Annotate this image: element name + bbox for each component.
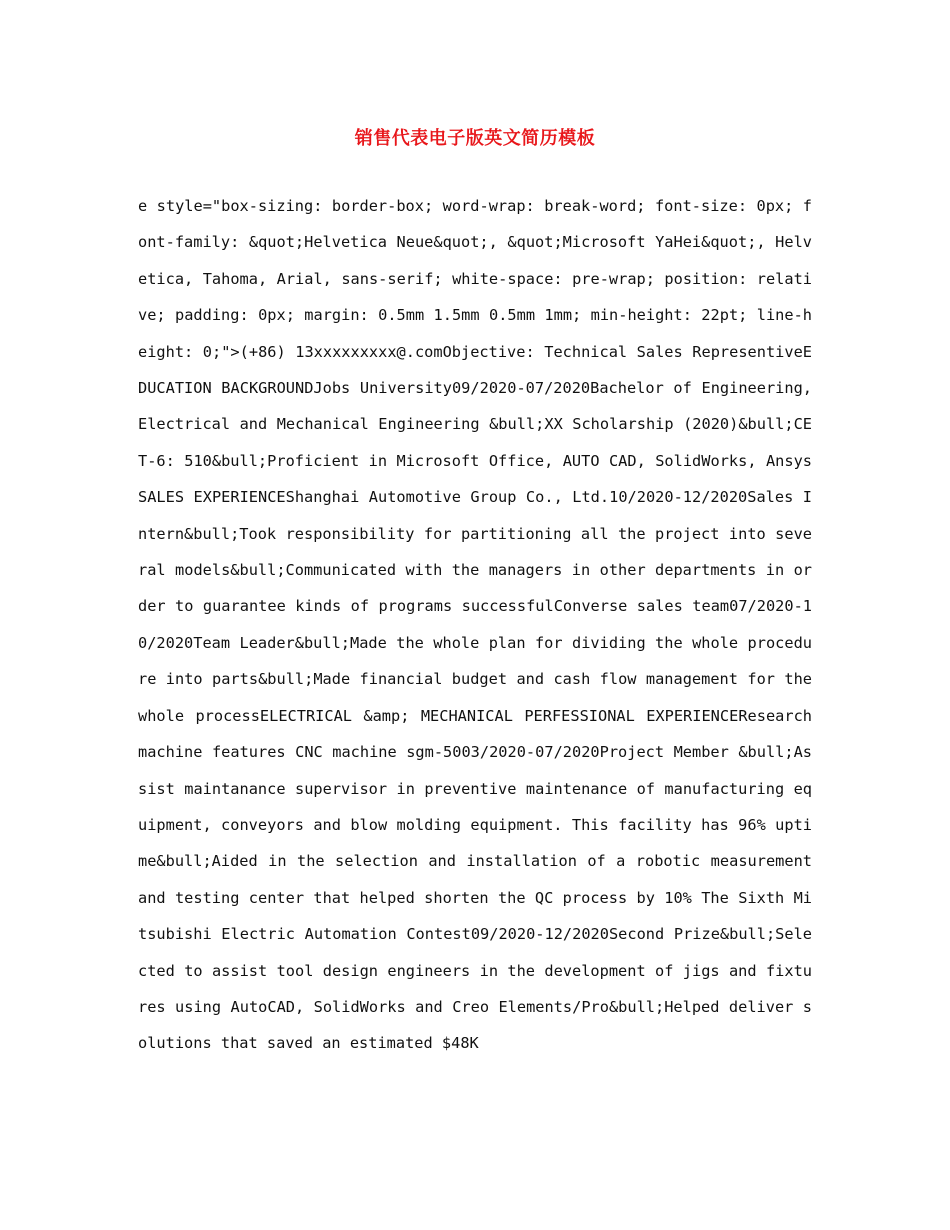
document-body-text: e style="box-sizing: border-box; word-wrap: break-word; font-size: 0px; font-family: &quot;Helvetica Neue&quot;, &quot;Microsoft YaHei&quot;, Helvetica, Tahoma, Arial, sans-serif; white-space: pre-wrap; position: relative; padding: 0px; margin: 0.5mm 1.5mm 0.5mm 1mm; min-height: 22pt; line-height: 0;">(+86) 13xxxxxxxxx@.comObjective: Technical Sales RepresentiveEDUCATION BACKGROUNDJobs University09/2020-07/2020Bachelor of Engineering, Electrical and Mechanical Engineering &bull;XX Scholarship (2020)&bull;CET-6: 510&bull;Proficient in Microsoft Office, AUTO CAD, SolidWorks, AnsysSALES EXPERIENCEShanghai Automotive Group Co., Ltd.10/2020-12/2020Sales Intern&bull;Took responsibility for partitioning all the project into several models&bull;Communicated with the managers in other departments in order to guarantee kinds of programs successfulConverse sales team07/2020-10/2020Team Leader&bull;Made the whole plan for dividing the whole procedure into parts&bull;Made financial budget and cash flow management for the whole processELECTRICAL &amp; MECHANICAL PERFESSIONAL EXPERIENCEResearch machine features CNC machine sgm-5003/2020-07/2020Project Member &bull;Assist maintanance supervisor in preventive maintenance of manufacturing equipment, conveyors and blow molding equipment. This facility has 96% uptime&bull;Aided in the selection and installation of a robotic measurement and testing center that helped shorten the QC process by 10% The Sixth Mitsubishi Electric Automation Contest09/2020-12/2020Second Prize&bull;Selected to assist tool design engineers in the development of jigs and fixtures using AutoCAD, SolidWorks and Creo Elements/Pro&bull;Helped deliver solutions that saved an estimated $48K [138,197,812,1053]
document-title: 销售代表电子版英文简历模板 [354,128,596,149]
